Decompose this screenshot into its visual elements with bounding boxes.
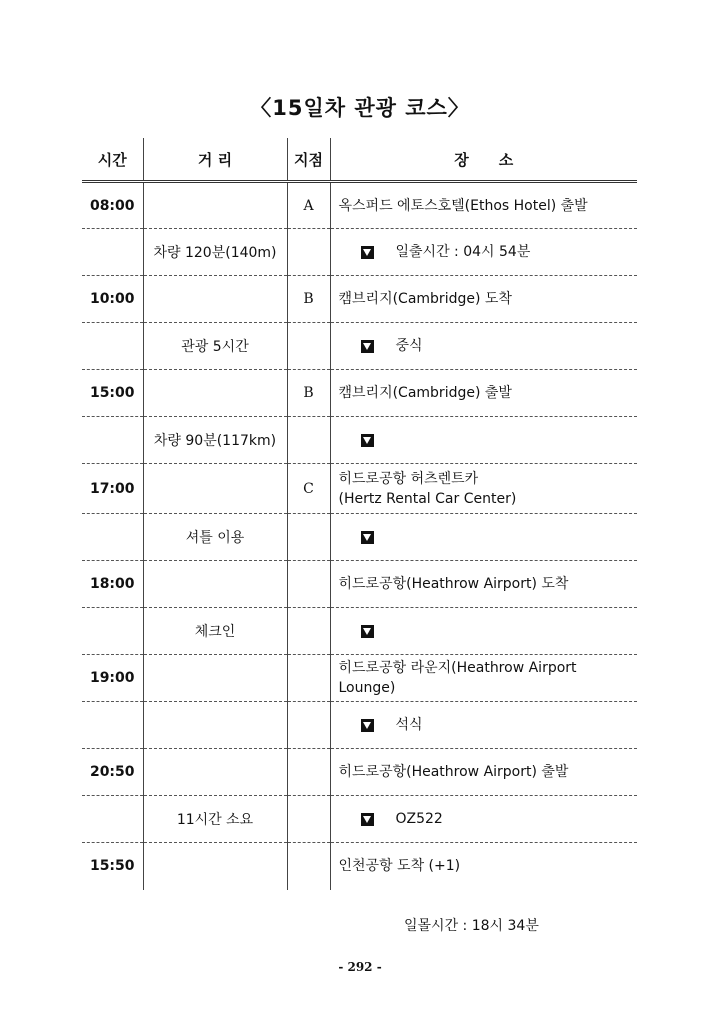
place-text: 인천공항 도착 (+1) [338, 858, 461, 875]
point-cell [287, 843, 330, 890]
place-cell [330, 655, 637, 702]
table-row [82, 749, 637, 796]
place-cell [330, 843, 637, 890]
place-text: 히드로공항 허츠렌트카 [338, 470, 479, 487]
distance-cell [143, 749, 287, 796]
point-cell [287, 229, 330, 276]
table-row [82, 608, 637, 655]
point-cell: B [287, 276, 330, 323]
point-cell [287, 655, 330, 702]
place-cell [330, 229, 637, 276]
distance-cell [143, 464, 287, 514]
place-text: 옥스퍼드 에토스호텔(Ethos Hotel) 출발 [338, 197, 588, 214]
table-row [82, 370, 637, 417]
table-row [82, 561, 637, 608]
place-text: 히드로공항(Heathrow Airport) 도착 [338, 576, 569, 592]
place-cell [330, 749, 637, 796]
distance-cell [143, 655, 287, 702]
distance-cell: 차량 90분(117km) [143, 417, 287, 464]
table-row [82, 323, 637, 370]
table-header-row [82, 138, 637, 182]
place-cell [330, 276, 637, 323]
table-row [82, 514, 637, 561]
time-cell: 10:00 [82, 276, 143, 323]
place-text-line2: (Hertz Rental Car Center) [338, 490, 517, 507]
distance-cell [143, 370, 287, 417]
point-cell [287, 608, 330, 655]
sunset-time: 일몰시간 : 18시 34분 [404, 918, 539, 934]
place-text: 캠브리지(Cambridge) 출발 [338, 385, 512, 401]
place-cell [330, 323, 637, 370]
place-text: 일출시간 : 04시 54분 [395, 244, 531, 260]
down-arrow-icon [361, 246, 374, 259]
point-cell: C [287, 464, 330, 514]
distance-cell [143, 276, 287, 323]
point-cell [287, 702, 330, 749]
time-cell: 15:00 [82, 370, 143, 417]
table-row [82, 796, 637, 843]
page-title: 〈15일차 관광 코스〉 [250, 96, 470, 120]
down-arrow-icon [361, 625, 374, 638]
header-distance: 거 리 [143, 138, 287, 182]
table-row [82, 464, 637, 514]
down-arrow-icon [361, 813, 374, 826]
schedule-table [82, 138, 637, 890]
place-cell [330, 417, 637, 464]
place-text: 히드로공항 라운지(Heathrow Airport Lounge) [338, 660, 577, 696]
distance-cell: 관광 5시간 [143, 323, 287, 370]
point-cell [287, 417, 330, 464]
point-cell: B [287, 370, 330, 417]
time-cell [82, 608, 143, 655]
time-cell [82, 417, 143, 464]
distance-cell [143, 561, 287, 608]
place-text: 캠브리지(Cambridge) 도착 [338, 291, 512, 307]
down-arrow-icon [361, 434, 374, 447]
down-arrow-icon [361, 340, 374, 353]
place-cell [330, 608, 637, 655]
place-text: 중식 [395, 338, 423, 354]
table-row [82, 182, 637, 229]
point-cell [287, 514, 330, 561]
time-cell: 20:50 [82, 749, 143, 796]
table-row [82, 843, 637, 890]
distance-cell [143, 182, 287, 229]
place-cell [330, 796, 637, 843]
time-cell: 08:00 [82, 182, 143, 229]
time-cell [82, 323, 143, 370]
table-row [82, 417, 637, 464]
header-place: 장 소 [330, 138, 637, 182]
table-row [82, 655, 637, 702]
point-cell [287, 323, 330, 370]
time-cell: 15:50 [89, 858, 135, 875]
place-cell [330, 464, 637, 514]
time-cell: 19:00 [82, 655, 143, 702]
down-arrow-icon [361, 531, 374, 544]
place-cell [330, 702, 637, 749]
distance-cell [143, 843, 287, 890]
header-point: 지점 [287, 138, 330, 182]
place-cell [330, 370, 637, 417]
point-cell: A [287, 182, 330, 229]
time-cell [82, 702, 143, 749]
place-cell [330, 182, 637, 229]
distance-cell [143, 702, 287, 749]
place-cell [330, 514, 637, 561]
header-time: 시간 [82, 138, 143, 182]
table-row [82, 229, 637, 276]
point-cell [287, 561, 330, 608]
place-text: 석식 [395, 717, 423, 733]
distance-cell: 셔틀 이용 [143, 514, 287, 561]
table-row [82, 702, 637, 749]
point-cell [287, 796, 330, 843]
distance-cell: 11시간 소요 [143, 796, 287, 843]
place-cell [330, 561, 637, 608]
distance-cell: 체크인 [143, 608, 287, 655]
down-arrow-icon [361, 719, 374, 732]
time-cell: 18:00 [82, 561, 143, 608]
distance-cell: 차량 120분(140m) [143, 229, 287, 276]
page-number: - 292 - [338, 960, 382, 974]
time-cell [82, 514, 143, 561]
time-cell [82, 229, 143, 276]
time-cell: 17:00 [82, 464, 143, 514]
point-cell [287, 749, 330, 796]
place-text: OZ522 [395, 811, 443, 827]
table-row [82, 276, 637, 323]
place-text: 히드로공항(Heathrow Airport) 출발 [338, 764, 569, 780]
time-cell [82, 796, 143, 843]
